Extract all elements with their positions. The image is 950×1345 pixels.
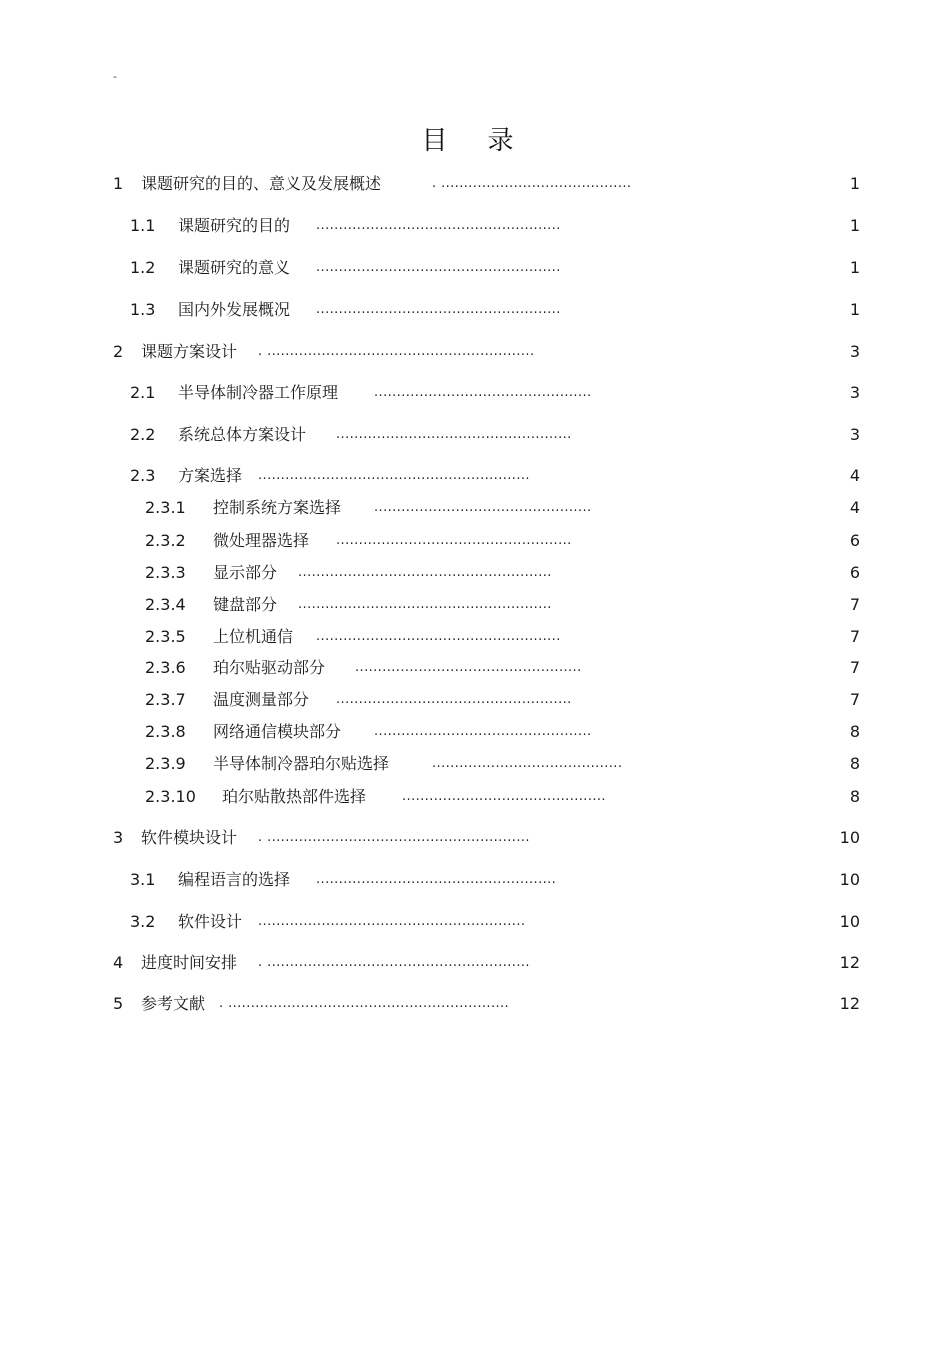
toc-entry-page: 6 (849, 563, 860, 582)
toc-entry-page: 8 (849, 754, 860, 773)
toc-entry[interactable] (0, 464, 950, 488)
toc-entry-title: 国内外发展概况 (178, 300, 291, 319)
toc-entry-number: 2.3.6 (145, 658, 186, 677)
toc-entry-page: 7 (849, 627, 860, 646)
toc-entry-title: 编程语言的选择 (178, 870, 291, 889)
toc-entry-title: 珀尔贴驱动部分 (213, 658, 326, 677)
toc-entry-title: 课题研究的目的 (178, 216, 291, 235)
toc-entry-page: 3 (849, 342, 860, 361)
toc-entry-number: 1 (113, 174, 124, 193)
toc-entry-page: 10 (839, 912, 860, 931)
toc-entry-page: 8 (849, 787, 860, 806)
toc-entry[interactable] (0, 423, 950, 447)
toc-entry-title: 方案选择 (178, 466, 243, 485)
toc-entry[interactable] (0, 951, 950, 975)
page-title: 目录 (421, 126, 554, 156)
toc-entry[interactable] (0, 593, 950, 617)
toc-entry-number: 3.1 (130, 870, 156, 889)
toc-entry[interactable] (0, 910, 950, 934)
toc-entry[interactable] (0, 172, 950, 196)
toc-entry-leader: .................................................. (355, 660, 582, 675)
toc-entry-number: 2.3.1 (145, 498, 186, 517)
toc-entry-leader: ........................................................ (298, 597, 552, 612)
toc-entry-number: 2.3.3 (145, 563, 186, 582)
toc-entry[interactable] (0, 496, 950, 520)
toc-entry-leader: ........................................................ (298, 565, 552, 580)
toc-entry[interactable] (0, 625, 950, 649)
toc-entry-title: 微处理器选择 (213, 531, 310, 550)
toc-entry-number: 2 (113, 342, 124, 361)
toc-entry-page: 7 (849, 690, 860, 709)
toc-entry-leader: ...................................................... (316, 302, 561, 317)
toc-entry[interactable] (0, 298, 950, 322)
toc-entry-leader: .................................................... (336, 692, 572, 707)
toc-entry-number: 2.3.5 (145, 627, 186, 646)
toc-entry[interactable] (0, 381, 950, 405)
toc-entry-page: 6 (849, 531, 860, 550)
toc-entry-leader: ........................................................... (258, 914, 526, 929)
toc-entry-leader: . ........................................................... (258, 344, 535, 359)
toc-entry[interactable] (0, 785, 950, 809)
toc-entry-page: 8 (849, 722, 860, 741)
toc-entry[interactable] (0, 256, 950, 280)
toc-entry-title: 软件设计 (178, 912, 243, 931)
toc-entry-leader: ...................................................... (316, 218, 561, 233)
toc-entry-title: 课题方案设计 (141, 342, 238, 361)
toc-entry-page: 1 (849, 300, 860, 319)
toc-entry-leader: ............................................. (402, 789, 606, 804)
toc-entry-leader: .................................................... (336, 533, 572, 548)
toc-entry-number: 2.3.7 (145, 690, 186, 709)
toc-entry-number: 2.3.10 (145, 787, 196, 806)
toc-entry-page: 7 (849, 658, 860, 677)
toc-entry-number: 2.3.4 (145, 595, 186, 614)
toc-entry-leader: . .......................................................... (258, 955, 530, 970)
toc-entry-title: 半导体制冷器工作原理 (178, 383, 339, 402)
toc-entry-title: 课题研究的目的、意义及发展概述 (141, 174, 382, 193)
toc-entry[interactable] (0, 688, 950, 712)
toc-entry-title: 温度测量部分 (213, 690, 310, 709)
toc-entry[interactable] (0, 529, 950, 553)
toc-entry-page: 1 (849, 258, 860, 277)
toc-entry[interactable] (0, 656, 950, 680)
toc-entry[interactable] (0, 214, 950, 238)
toc-entry-number: 3.2 (130, 912, 156, 931)
toc-entry-page: 1 (849, 216, 860, 235)
toc-entry-number: 2.3.9 (145, 754, 186, 773)
toc-entry-title: 键盘部分 (213, 595, 278, 614)
toc-entry-page: 4 (849, 466, 860, 485)
toc-entry-title: 控制系统方案选择 (213, 498, 342, 517)
toc-entry-number: 2.1 (130, 383, 156, 402)
toc-entry-leader: ...................................................... (316, 260, 561, 275)
toc-entry-page: 4 (849, 498, 860, 517)
toc-entry-title: 半导体制冷器珀尔贴选择 (213, 754, 390, 773)
toc-entry[interactable] (0, 752, 950, 776)
toc-entry-title: 上位机通信 (213, 627, 294, 646)
toc-entry-leader: . .............................................................. (219, 996, 510, 1011)
toc-entry-title: 进度时间安排 (141, 953, 238, 972)
toc-entry-page: 12 (839, 953, 860, 972)
toc-entry-leader: . .......................................................... (258, 830, 530, 845)
toc-entry-page: 12 (839, 994, 860, 1013)
toc-entry-leader: . .......................................... (432, 176, 632, 191)
toc-entry-title: 珀尔贴散热部件选择 (222, 787, 367, 806)
toc-entry-number: 2.2 (130, 425, 156, 444)
toc-entry-number: 2.3.8 (145, 722, 186, 741)
toc-entry[interactable] (0, 868, 950, 892)
toc-entry-leader: ..................................................... (316, 872, 557, 887)
toc-entry-title: 软件模块设计 (141, 828, 238, 847)
toc-entry-number: 1.2 (130, 258, 156, 277)
toc-entry-number: 4 (113, 953, 124, 972)
toc-entry-number: 3 (113, 828, 124, 847)
toc-entry-leader: .......................................... (432, 756, 623, 771)
toc-entry-number: 1.1 (130, 216, 156, 235)
toc-entry-number: 5 (113, 994, 124, 1013)
page-mark: - (113, 70, 117, 83)
toc-entry-leader: ................................................ (374, 500, 592, 515)
toc-entry-title: 课题研究的意义 (178, 258, 291, 277)
toc-entry-page: 3 (849, 425, 860, 444)
toc-entry-leader: ................................................ (374, 385, 592, 400)
toc-entry-number: 2.3.2 (145, 531, 186, 550)
toc-entry-number: 1.3 (130, 300, 156, 319)
toc-entry-page: 7 (849, 595, 860, 614)
toc-entry-leader: ............................................................ (258, 468, 530, 483)
toc-entry[interactable] (0, 720, 950, 744)
toc-entry-page: 10 (839, 828, 860, 847)
toc-entry-number: 2.3 (130, 466, 156, 485)
toc-entry-page: 10 (839, 870, 860, 889)
toc-entry-page: 3 (849, 383, 860, 402)
toc-entry-page: 1 (849, 174, 860, 193)
toc-entry-leader: ................................................ (374, 724, 592, 739)
toc-entry-leader: ...................................................... (316, 629, 561, 644)
toc-entry-title: 参考文献 (141, 994, 206, 1013)
toc-entry[interactable] (0, 561, 950, 585)
toc-entry[interactable] (0, 992, 950, 1016)
toc-entry[interactable] (0, 340, 950, 364)
toc-entry-leader: .................................................... (336, 427, 572, 442)
toc-entry[interactable] (0, 826, 950, 850)
toc-entry-title: 网络通信模块部分 (213, 722, 342, 741)
toc-entry-title: 系统总体方案设计 (178, 425, 307, 444)
toc-entry-title: 显示部分 (213, 563, 278, 582)
